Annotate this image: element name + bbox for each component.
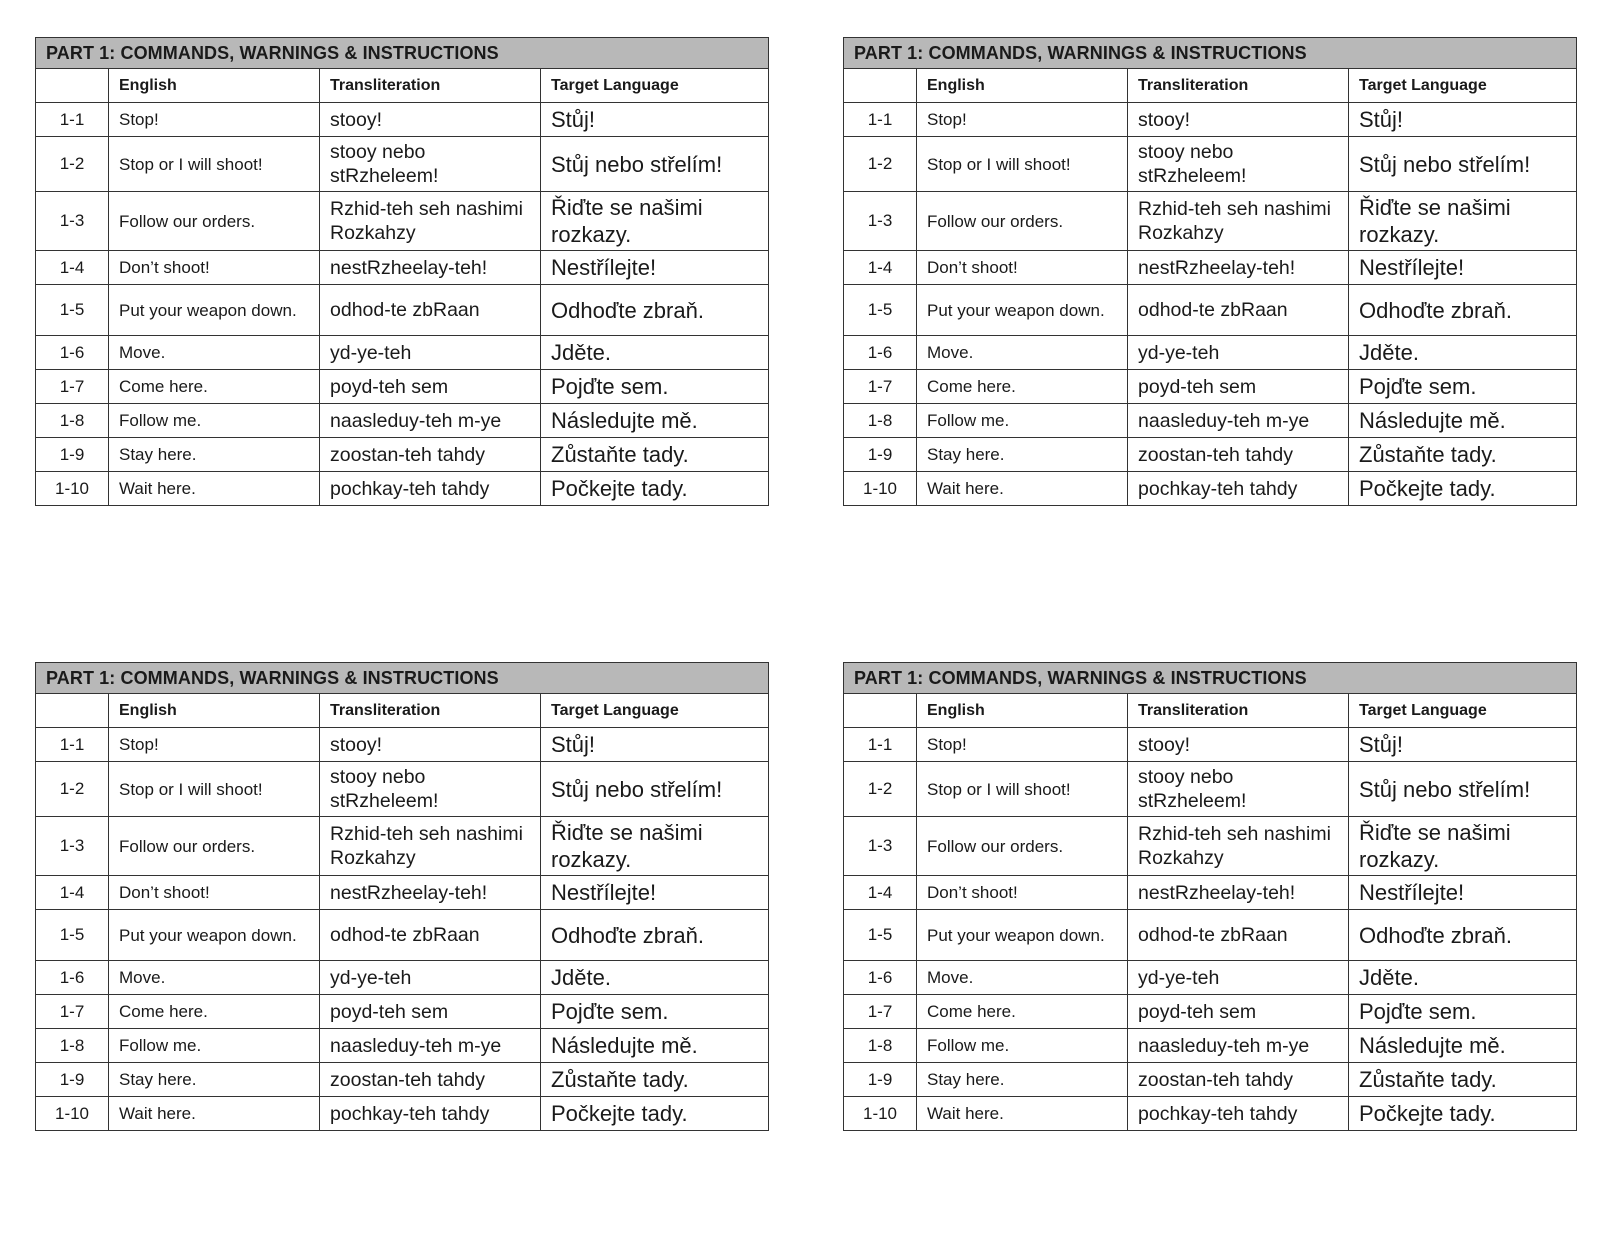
table-row <box>36 370 769 404</box>
phrase-table <box>35 662 769 1131</box>
transliteration: stooy nebo stRzheleem! <box>1128 762 1349 817</box>
header-english: English <box>917 694 1128 728</box>
row-number: 1-3 <box>844 192 917 251</box>
row-number: 1-7 <box>36 370 109 404</box>
header-target-language: Target Language <box>541 69 769 103</box>
target-phrase: Zůstaňte tady. <box>1349 1063 1577 1097</box>
row-number: 1-9 <box>844 1063 917 1097</box>
target-phrase: Zůstaňte tady. <box>541 438 769 472</box>
target-phrase: Stůj! <box>1349 103 1577 137</box>
english-phrase: Follow our orders. <box>109 192 320 251</box>
row-number: 1-1 <box>844 103 917 137</box>
transliteration: nestRzheelay-teh! <box>320 251 541 285</box>
english-phrase: Don’t shoot! <box>917 251 1128 285</box>
row-number: 1-6 <box>844 336 917 370</box>
transliteration: naasleduy-teh m-ye <box>320 404 541 438</box>
transliteration: poyd-teh sem <box>1128 995 1349 1029</box>
target-phrase: Jděte. <box>541 961 769 995</box>
table-row <box>844 728 1577 762</box>
transliteration: Rzhid-teh seh nashimi Rozkahzy <box>320 817 541 876</box>
header-number <box>36 69 109 103</box>
table-row <box>36 910 769 961</box>
target-phrase: Následujte mě. <box>541 1029 769 1063</box>
english-phrase: Follow me. <box>917 404 1128 438</box>
table-row <box>844 370 1577 404</box>
target-phrase: Počkejte tady. <box>1349 472 1577 506</box>
transliteration: stooy nebo stRzheleem! <box>320 762 541 817</box>
english-phrase: Stop or I will shoot! <box>917 762 1128 817</box>
phrase-card <box>35 37 768 506</box>
english-phrase: Come here. <box>917 370 1128 404</box>
target-phrase: Zůstaňte tady. <box>541 1063 769 1097</box>
target-phrase: Stůj! <box>541 728 769 762</box>
table-row <box>844 876 1577 910</box>
table-row <box>36 1063 769 1097</box>
english-phrase: Follow me. <box>109 1029 320 1063</box>
english-phrase: Put your weapon down. <box>109 285 320 336</box>
english-phrase: Stay here. <box>917 1063 1128 1097</box>
phrase-card <box>843 662 1576 1131</box>
transliteration: yd-ye-teh <box>320 336 541 370</box>
target-phrase: Nestřílejte! <box>1349 251 1577 285</box>
table-row <box>36 103 769 137</box>
table-row <box>844 336 1577 370</box>
target-phrase: Jděte. <box>1349 336 1577 370</box>
header-row <box>844 694 1577 728</box>
english-phrase: Come here. <box>109 995 320 1029</box>
table-row <box>844 817 1577 876</box>
row-number: 1-1 <box>36 728 109 762</box>
transliteration: odhod-te zbRaan <box>320 910 541 961</box>
table-row <box>844 762 1577 817</box>
table-row <box>36 817 769 876</box>
header-row <box>36 69 769 103</box>
row-number: 1-10 <box>844 472 917 506</box>
row-number: 1-2 <box>844 137 917 192</box>
transliteration: pochkay-teh tahdy <box>1128 472 1349 506</box>
table-row <box>36 404 769 438</box>
transliteration: Rzhid-teh seh nashimi Rozkahzy <box>1128 192 1349 251</box>
phrase-table <box>35 37 769 506</box>
header-row <box>844 69 1577 103</box>
target-phrase: Stůj nebo střelím! <box>541 762 769 817</box>
row-number: 1-1 <box>844 728 917 762</box>
english-phrase: Put your weapon down. <box>109 910 320 961</box>
english-phrase: Stop! <box>109 103 320 137</box>
transliteration: yd-ye-teh <box>320 961 541 995</box>
transliteration: zoostan-teh tahdy <box>1128 1063 1349 1097</box>
english-phrase: Stay here. <box>109 438 320 472</box>
table-row <box>36 192 769 251</box>
transliteration: naasleduy-teh m-ye <box>320 1029 541 1063</box>
table-row <box>844 192 1577 251</box>
transliteration: stooy nebo stRzheleem! <box>320 137 541 192</box>
row-number: 1-5 <box>844 910 917 961</box>
table-title-row <box>36 38 769 69</box>
transliteration: stooy! <box>1128 728 1349 762</box>
row-number: 1-4 <box>844 251 917 285</box>
row-number: 1-10 <box>36 1097 109 1131</box>
table-row <box>844 404 1577 438</box>
transliteration: naasleduy-teh m-ye <box>1128 1029 1349 1063</box>
header-row <box>36 694 769 728</box>
table-row <box>36 285 769 336</box>
transliteration: pochkay-teh tahdy <box>320 1097 541 1131</box>
transliteration: pochkay-teh tahdy <box>1128 1097 1349 1131</box>
target-phrase: Odhoďte zbraň. <box>1349 285 1577 336</box>
target-phrase: Odhoďte zbraň. <box>541 910 769 961</box>
row-number: 1-8 <box>36 404 109 438</box>
english-phrase: Wait here. <box>109 1097 320 1131</box>
english-phrase: Don’t shoot! <box>109 251 320 285</box>
english-phrase: Follow our orders. <box>917 192 1128 251</box>
english-phrase: Come here. <box>917 995 1128 1029</box>
row-number: 1-7 <box>844 995 917 1029</box>
phrase-card <box>843 37 1576 506</box>
english-phrase: Stop or I will shoot! <box>917 137 1128 192</box>
table-row <box>36 251 769 285</box>
header-target-language: Target Language <box>1349 694 1577 728</box>
target-phrase: Stůj nebo střelím! <box>1349 762 1577 817</box>
transliteration: stooy! <box>320 728 541 762</box>
target-phrase: Počkejte tady. <box>1349 1097 1577 1131</box>
row-number: 1-5 <box>36 285 109 336</box>
table-title-row <box>844 663 1577 694</box>
transliteration: pochkay-teh tahdy <box>320 472 541 506</box>
target-phrase: Pojďte sem. <box>541 370 769 404</box>
row-number: 1-10 <box>844 1097 917 1131</box>
row-number: 1-8 <box>844 404 917 438</box>
transliteration: poyd-teh sem <box>1128 370 1349 404</box>
header-transliteration: Transliteration <box>1128 694 1349 728</box>
transliteration: zoostan-teh tahdy <box>320 1063 541 1097</box>
english-phrase: Stop! <box>917 103 1128 137</box>
table-row <box>844 285 1577 336</box>
phrase-table <box>843 37 1577 506</box>
row-number: 1-6 <box>36 336 109 370</box>
row-number: 1-5 <box>844 285 917 336</box>
english-phrase: Put your weapon down. <box>917 910 1128 961</box>
target-phrase: Následujte mě. <box>1349 1029 1577 1063</box>
transliteration: yd-ye-teh <box>1128 961 1349 995</box>
row-number: 1-7 <box>844 370 917 404</box>
target-phrase: Stůj! <box>1349 728 1577 762</box>
transliteration: Rzhid-teh seh nashimi Rozkahzy <box>320 192 541 251</box>
table-row <box>36 137 769 192</box>
english-phrase: Don’t shoot! <box>109 876 320 910</box>
target-phrase: Počkejte tady. <box>541 472 769 506</box>
row-number: 1-4 <box>844 876 917 910</box>
target-phrase: Nestřílejte! <box>541 251 769 285</box>
transliteration: odhod-te zbRaan <box>1128 285 1349 336</box>
transliteration: stooy! <box>320 103 541 137</box>
english-phrase: Don’t shoot! <box>917 876 1128 910</box>
transliteration: nestRzheelay-teh! <box>320 876 541 910</box>
phrase-card <box>35 662 768 1131</box>
target-phrase: Počkejte tady. <box>541 1097 769 1131</box>
transliteration: nestRzheelay-teh! <box>1128 876 1349 910</box>
target-phrase: Řiďte se našimi rozkazy. <box>1349 817 1577 876</box>
target-phrase: Následujte mě. <box>541 404 769 438</box>
row-number: 1-4 <box>36 251 109 285</box>
table-row <box>36 1097 769 1131</box>
target-phrase: Stůj! <box>541 103 769 137</box>
row-number: 1-1 <box>36 103 109 137</box>
target-phrase: Pojďte sem. <box>541 995 769 1029</box>
english-phrase: Wait here. <box>109 472 320 506</box>
table-row <box>844 251 1577 285</box>
row-number: 1-3 <box>36 817 109 876</box>
table-row <box>844 995 1577 1029</box>
row-number: 1-2 <box>36 137 109 192</box>
transliteration: Rzhid-teh seh nashimi Rozkahzy <box>1128 817 1349 876</box>
row-number: 1-2 <box>36 762 109 817</box>
table-title-row <box>844 38 1577 69</box>
target-phrase: Řiďte se našimi rozkazy. <box>541 192 769 251</box>
transliteration: poyd-teh sem <box>320 995 541 1029</box>
transliteration: odhod-te zbRaan <box>1128 910 1349 961</box>
english-phrase: Move. <box>917 336 1128 370</box>
row-number: 1-2 <box>844 762 917 817</box>
english-phrase: Stay here. <box>109 1063 320 1097</box>
target-phrase: Jděte. <box>1349 961 1577 995</box>
phrase-table <box>843 662 1577 1131</box>
header-english: English <box>109 694 320 728</box>
transliteration: zoostan-teh tahdy <box>1128 438 1349 472</box>
table-row <box>36 1029 769 1063</box>
header-number <box>844 69 917 103</box>
row-number: 1-9 <box>36 1063 109 1097</box>
table-row <box>844 910 1577 961</box>
header-transliteration: Transliteration <box>320 694 541 728</box>
target-phrase: Stůj nebo střelím! <box>541 137 769 192</box>
table-row <box>36 762 769 817</box>
target-phrase: Jděte. <box>541 336 769 370</box>
english-phrase: Follow me. <box>109 404 320 438</box>
english-phrase: Stop! <box>917 728 1128 762</box>
row-number: 1-8 <box>36 1029 109 1063</box>
target-phrase: Nestřílejte! <box>541 876 769 910</box>
header-transliteration: Transliteration <box>320 69 541 103</box>
header-transliteration: Transliteration <box>1128 69 1349 103</box>
table-row <box>844 438 1577 472</box>
row-number: 1-10 <box>36 472 109 506</box>
english-phrase: Follow me. <box>917 1029 1128 1063</box>
row-number: 1-5 <box>36 910 109 961</box>
table-row <box>36 961 769 995</box>
english-phrase: Stop or I will shoot! <box>109 137 320 192</box>
english-phrase: Follow our orders. <box>917 817 1128 876</box>
target-phrase: Následujte mě. <box>1349 404 1577 438</box>
table-row <box>36 995 769 1029</box>
table-title: PART 1: COMMANDS, WARNINGS & INSTRUCTIONS <box>844 663 1577 694</box>
english-phrase: Stay here. <box>917 438 1128 472</box>
target-phrase: Pojďte sem. <box>1349 370 1577 404</box>
transliteration: stooy nebo stRzheleem! <box>1128 137 1349 192</box>
english-phrase: Come here. <box>109 370 320 404</box>
header-number <box>844 694 917 728</box>
row-number: 1-3 <box>844 817 917 876</box>
table-row <box>36 876 769 910</box>
english-phrase: Stop! <box>109 728 320 762</box>
table-row <box>844 472 1577 506</box>
table-title-row <box>36 663 769 694</box>
transliteration: poyd-teh sem <box>320 370 541 404</box>
english-phrase: Move. <box>917 961 1128 995</box>
english-phrase: Put your weapon down. <box>917 285 1128 336</box>
table-row <box>844 1097 1577 1131</box>
transliteration: naasleduy-teh m-ye <box>1128 404 1349 438</box>
target-phrase: Řiďte se našimi rozkazy. <box>1349 192 1577 251</box>
table-row <box>844 961 1577 995</box>
table-row <box>36 336 769 370</box>
transliteration: yd-ye-teh <box>1128 336 1349 370</box>
transliteration: stooy! <box>1128 103 1349 137</box>
header-target-language: Target Language <box>541 694 769 728</box>
transliteration: odhod-te zbRaan <box>320 285 541 336</box>
row-number: 1-6 <box>844 961 917 995</box>
target-phrase: Odhoďte zbraň. <box>541 285 769 336</box>
table-row <box>36 472 769 506</box>
header-number <box>36 694 109 728</box>
target-phrase: Stůj nebo střelím! <box>1349 137 1577 192</box>
header-target-language: Target Language <box>1349 69 1577 103</box>
english-phrase: Stop or I will shoot! <box>109 762 320 817</box>
transliteration: zoostan-teh tahdy <box>320 438 541 472</box>
english-phrase: Move. <box>109 961 320 995</box>
table-title: PART 1: COMMANDS, WARNINGS & INSTRUCTIONS <box>36 663 769 694</box>
table-row <box>36 438 769 472</box>
target-phrase: Nestřílejte! <box>1349 876 1577 910</box>
target-phrase: Odhoďte zbraň. <box>1349 910 1577 961</box>
row-number: 1-7 <box>36 995 109 1029</box>
row-number: 1-9 <box>36 438 109 472</box>
table-row <box>844 103 1577 137</box>
table-row <box>844 1063 1577 1097</box>
table-title: PART 1: COMMANDS, WARNINGS & INSTRUCTIONS <box>36 38 769 69</box>
row-number: 1-3 <box>36 192 109 251</box>
english-phrase: Wait here. <box>917 472 1128 506</box>
row-number: 1-6 <box>36 961 109 995</box>
table-row <box>844 137 1577 192</box>
row-number: 1-8 <box>844 1029 917 1063</box>
row-number: 1-9 <box>844 438 917 472</box>
english-phrase: Follow our orders. <box>109 817 320 876</box>
row-number: 1-4 <box>36 876 109 910</box>
target-phrase: Zůstaňte tady. <box>1349 438 1577 472</box>
table-row <box>844 1029 1577 1063</box>
english-phrase: Move. <box>109 336 320 370</box>
target-phrase: Řiďte se našimi rozkazy. <box>541 817 769 876</box>
english-phrase: Wait here. <box>917 1097 1128 1131</box>
header-english: English <box>917 69 1128 103</box>
transliteration: nestRzheelay-teh! <box>1128 251 1349 285</box>
target-phrase: Pojďte sem. <box>1349 995 1577 1029</box>
table-title: PART 1: COMMANDS, WARNINGS & INSTRUCTIONS <box>844 38 1577 69</box>
table-row <box>36 728 769 762</box>
header-english: English <box>109 69 320 103</box>
